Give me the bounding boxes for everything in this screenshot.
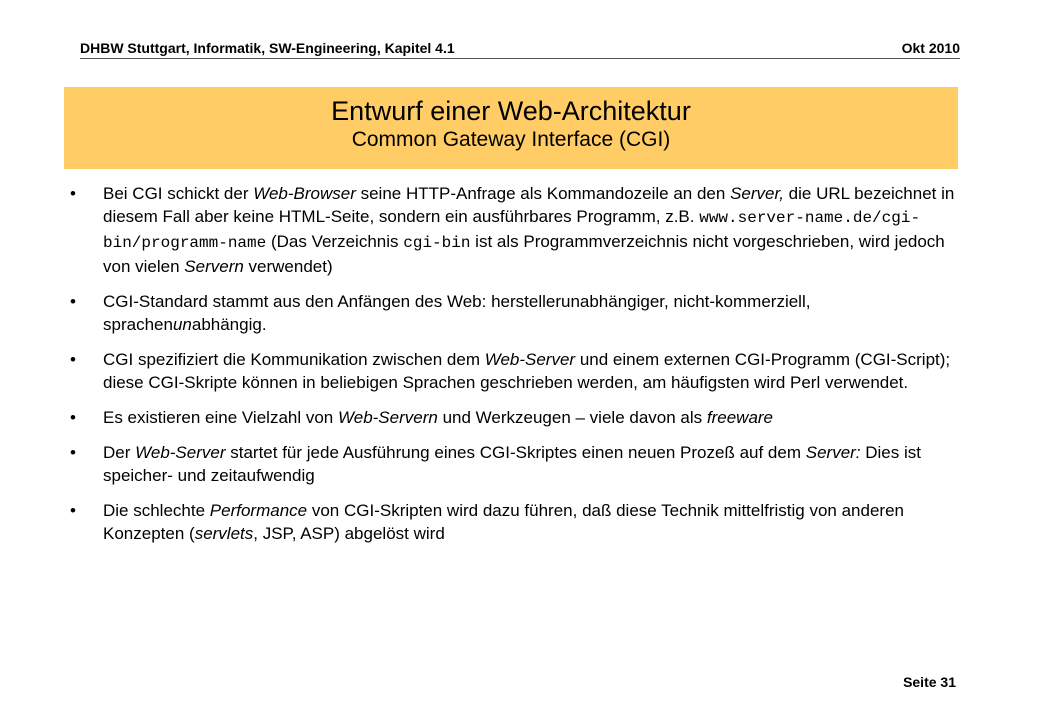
bullet-text-segment: cgi-bin xyxy=(403,234,471,252)
bullet-marker: • xyxy=(70,408,76,427)
bullet-text-segment: un xyxy=(172,315,192,334)
bullet-marker: • xyxy=(70,443,76,462)
bullet-text-segment: und Werkzeugen – viele davon als xyxy=(437,408,707,427)
bullet-text-segment: Der xyxy=(103,443,136,462)
bullet-marker: • xyxy=(70,292,76,311)
header-date: Okt 2010 xyxy=(901,40,960,56)
bullet-text-segment: Server, xyxy=(730,184,784,203)
bullet-item xyxy=(70,499,970,545)
slide-title: Entwurf einer Web-Architektur xyxy=(331,96,691,126)
bullet-text-segment: Performance xyxy=(209,501,308,520)
bullet-text-segment: verwendet) xyxy=(243,257,333,276)
bullet-text-segment: seine HTTP-Anfrage als Kommandozeile an den xyxy=(355,184,731,203)
bullet-text-segment: Web-Browser xyxy=(253,184,356,203)
bullet-item xyxy=(70,441,970,487)
bullet-marker: • xyxy=(70,350,76,369)
bullet-text-segment: ist als Programmverzeichnis nicht vorgeschrieben, wird jedoch von vielen xyxy=(103,232,945,276)
bullet-item xyxy=(70,182,970,278)
bullet-text-segment: startet für jede Ausführung eines CGI-Skriptes einen neuen Prozeß auf dem xyxy=(225,443,806,462)
bullet-text-segment: Web-Server xyxy=(135,443,226,462)
bullet-text-segment: Die schlechte xyxy=(103,501,210,520)
title-box xyxy=(64,87,958,169)
bullet-text-segment: abhängig. xyxy=(191,315,267,334)
bullet-text-segment: www.server-name.de/cgi-bin/programm-name xyxy=(103,209,921,252)
bullet-text-segment: Es existieren eine Vielzahl von xyxy=(103,408,338,427)
header-course-info: DHBW Stuttgart, Informatik, SW-Engineering, Kapitel 4.1 xyxy=(80,40,455,56)
bullet-text-segment: und einem externen CGI-Programm (CGI-Script); diese CGI-Skripte können in beliebigen Sprachen geschrieben werden, am häufigsten wird Perl verwendet. xyxy=(103,350,951,392)
page-number: Seite 31 xyxy=(903,674,956,690)
bullet-text-segment: Servern xyxy=(184,257,244,276)
bullet-text-segment: CGI-Standard stammt aus den Anfängen des Web: herstellerunabhängiger, nicht-kommerziell, sprachen xyxy=(103,292,811,334)
bullet-list xyxy=(70,182,970,557)
bullet-text-segment: (Das Verzeichnis xyxy=(266,232,404,251)
bullet-text-segment: von CGI-Skripten wird dazu führen, daß diese Technik mittelfristig von anderen Konzepten ( xyxy=(103,501,904,543)
header-divider xyxy=(80,58,960,59)
bullet-text-segment: Web-Server xyxy=(484,350,576,369)
slide-subtitle: Common Gateway Interface (CGI) xyxy=(351,128,671,151)
bullet-item xyxy=(70,290,970,336)
bullet-item xyxy=(70,348,970,394)
bullet-marker: • xyxy=(70,501,76,520)
bullet-item xyxy=(70,406,970,429)
bullet-text-segment: Web-Servern xyxy=(338,408,438,427)
bullet-text-segment: servlets xyxy=(194,524,254,543)
bullet-text-segment: die URL bezeichnet in diesem Fall aber keine HTML-Seite, sondern ein ausführbares Programm, z.B. xyxy=(103,184,955,226)
bullet-text-segment: Server: xyxy=(805,443,861,462)
bullet-text-segment: , JSP, ASP) abgelöst wird xyxy=(253,524,445,543)
bullet-text-segment: Bei CGI schickt der xyxy=(103,184,254,203)
bullet-text-segment: CGI spezifiziert die Kommunikation zwischen dem xyxy=(103,350,485,369)
bullet-text-segment: freeware xyxy=(706,408,774,427)
bullet-marker: • xyxy=(70,184,76,203)
bullet-text-segment: Dies ist speicher- und zeitaufwendig xyxy=(103,443,921,485)
